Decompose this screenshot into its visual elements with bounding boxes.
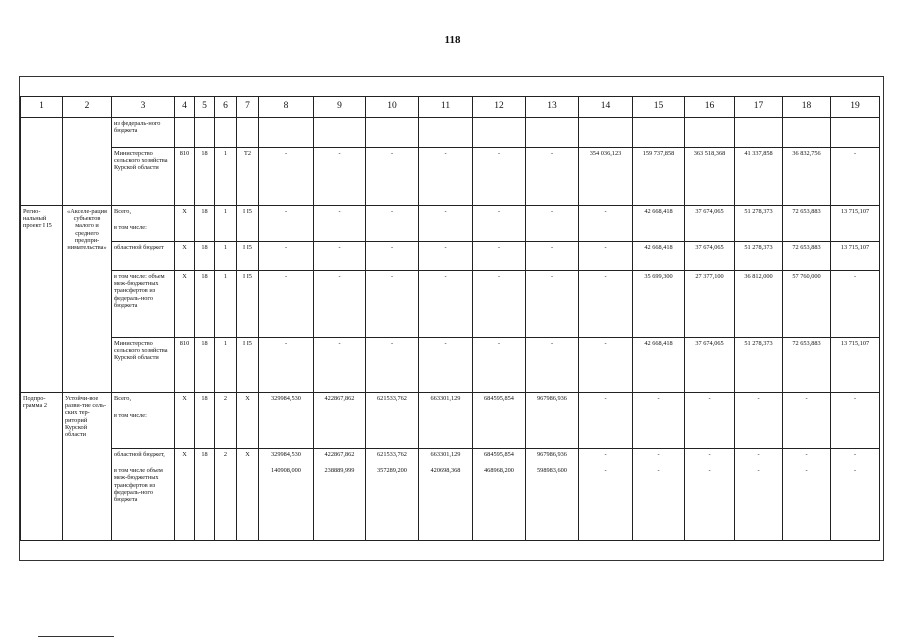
cell-value: 420698,368 bbox=[430, 467, 461, 475]
cell-code: X bbox=[237, 393, 259, 449]
cell-code: Т2 bbox=[237, 148, 259, 206]
cell-value: 72 653,883 bbox=[783, 338, 831, 393]
cell-value: 42 668,418 bbox=[633, 242, 685, 271]
cell-value: 684595,854 bbox=[484, 451, 514, 458]
cell-value-pair bbox=[419, 449, 473, 541]
empty-cell bbox=[783, 118, 831, 148]
empty-cell bbox=[237, 118, 259, 148]
cell-value: - bbox=[259, 271, 314, 338]
cell-value-pair bbox=[831, 449, 880, 541]
cell-value: 663301,129 bbox=[430, 451, 461, 458]
cell-value: - bbox=[805, 451, 808, 458]
cell-value-pair bbox=[735, 449, 783, 541]
cell-value: - bbox=[579, 206, 633, 242]
cell-value: 363 518,368 bbox=[685, 148, 735, 206]
cell-value: - bbox=[853, 467, 857, 475]
cell-value-pair bbox=[314, 449, 366, 541]
cell-code: X bbox=[175, 242, 195, 271]
cell-value: 13 715,107 bbox=[831, 338, 880, 393]
cell-value: - bbox=[757, 467, 760, 475]
cell-value: 41 337,858 bbox=[735, 148, 783, 206]
table-row bbox=[21, 393, 880, 449]
cell-description: Министерство сельского хозяйства Курской области bbox=[112, 148, 175, 206]
cell-subtext: в том числе: bbox=[114, 412, 147, 420]
cell-code: 18 bbox=[195, 206, 215, 242]
page-number: 118 bbox=[444, 34, 461, 46]
cell-value: 37 674,065 bbox=[685, 206, 735, 242]
cell-value: - bbox=[366, 242, 419, 271]
empty-cell bbox=[259, 118, 314, 148]
cell-value: 36 812,000 bbox=[735, 271, 783, 338]
cell-value: - bbox=[473, 338, 526, 393]
col-header: 19 bbox=[831, 97, 880, 118]
cell-value: - bbox=[657, 451, 660, 458]
cell-value: 422867,862 bbox=[324, 451, 355, 458]
col-header: 10 bbox=[366, 97, 419, 118]
empty-cell bbox=[366, 118, 419, 148]
cell-value: 57 760,000 bbox=[783, 271, 831, 338]
cell-value: 598983,600 bbox=[537, 467, 567, 475]
table-row bbox=[21, 338, 880, 393]
empty-cell bbox=[473, 118, 526, 148]
col-header: 16 bbox=[685, 97, 735, 118]
cell-value: - bbox=[708, 451, 711, 458]
cell-value: - bbox=[579, 393, 633, 449]
col-header: 15 bbox=[633, 97, 685, 118]
subprogram-name-cell: Подпро-грамма 2 bbox=[21, 393, 63, 541]
cell-code: 2 bbox=[215, 393, 237, 449]
table-row bbox=[21, 449, 880, 541]
cell-description: из федераль-ного бюджета bbox=[112, 118, 175, 148]
cell-value: - bbox=[419, 338, 473, 393]
cell-value: - bbox=[708, 467, 711, 475]
cell-value: 42 668,418 bbox=[633, 206, 685, 242]
cell-value: 51 278,373 bbox=[735, 206, 783, 242]
empty-cell bbox=[215, 118, 237, 148]
cell-value: - bbox=[735, 393, 783, 449]
empty-cell bbox=[63, 118, 112, 206]
col-header: 17 bbox=[735, 97, 783, 118]
col-header: 1 bbox=[21, 97, 63, 118]
cell-value: - bbox=[259, 242, 314, 271]
cell-code: 18 bbox=[195, 271, 215, 338]
cell-value: - bbox=[473, 271, 526, 338]
cell-code: 18 bbox=[195, 242, 215, 271]
cell-value: 238889,999 bbox=[324, 467, 355, 475]
cell-value: - bbox=[259, 206, 314, 242]
cell-value: - bbox=[419, 242, 473, 271]
cell-value: - bbox=[366, 271, 419, 338]
table-row bbox=[21, 242, 880, 271]
cell-value: - bbox=[783, 393, 831, 449]
col-header: 14 bbox=[579, 97, 633, 118]
subprogram-title-cell: Устойчи-вое разви-тие сель-ских тер-риторий Курской области bbox=[63, 393, 112, 541]
cell-description bbox=[112, 393, 175, 449]
cell-value: - bbox=[419, 271, 473, 338]
cell-value: - bbox=[831, 271, 880, 338]
cell-value: - bbox=[757, 451, 760, 458]
cell-value: 72 653,883 bbox=[783, 206, 831, 242]
project-name-cell: Регио-нальный проект I I5 bbox=[21, 206, 63, 393]
cell-value: - bbox=[526, 338, 579, 393]
col-header: 2 bbox=[63, 97, 112, 118]
col-header: 5 bbox=[195, 97, 215, 118]
cell-code: 18 bbox=[195, 148, 215, 206]
cell-value: 13 715,107 bbox=[831, 242, 880, 271]
cell-value: - bbox=[314, 271, 366, 338]
column-number-row bbox=[21, 97, 880, 118]
empty-cell bbox=[831, 118, 880, 148]
empty-cell bbox=[195, 118, 215, 148]
project-title-cell: «Акселе-рация субъектов малого и среднего предпри-нимательства» bbox=[63, 206, 112, 393]
cell-code: X bbox=[175, 393, 195, 449]
empty-cell bbox=[526, 118, 579, 148]
cell-code: I I5 bbox=[237, 338, 259, 393]
cell-code: 1 bbox=[215, 206, 237, 242]
cell-value: 27 377,100 bbox=[685, 271, 735, 338]
cell-value-pair bbox=[473, 449, 526, 541]
empty-cell bbox=[633, 118, 685, 148]
cell-value: 621533,762 bbox=[366, 393, 419, 449]
cell-value: - bbox=[366, 148, 419, 206]
cell-value: 967986,936 bbox=[537, 451, 567, 458]
cell-value: - bbox=[473, 242, 526, 271]
col-header: 18 bbox=[783, 97, 831, 118]
col-header: 11 bbox=[419, 97, 473, 118]
cell-value: - bbox=[633, 393, 685, 449]
col-header: 12 bbox=[473, 97, 526, 118]
cell-value: - bbox=[604, 451, 607, 458]
empty-cell bbox=[419, 118, 473, 148]
cell-text: Всего, bbox=[114, 395, 132, 402]
cell-value: - bbox=[579, 271, 633, 338]
cell-code: 18 bbox=[195, 449, 215, 541]
cell-value: - bbox=[579, 242, 633, 271]
cell-value: - bbox=[259, 338, 314, 393]
cell-value: - bbox=[831, 148, 880, 206]
cell-value: - bbox=[805, 467, 808, 475]
cell-value: - bbox=[259, 148, 314, 206]
cell-code: 18 bbox=[195, 338, 215, 393]
cell-value: - bbox=[473, 206, 526, 242]
cell-value: 329984,530 bbox=[259, 393, 314, 449]
cell-subtext: в том числе объем меж-бюджетных трансфертов из федераль-ного бюджета bbox=[114, 467, 163, 504]
cell-code: 1 bbox=[215, 242, 237, 271]
cell-value: - bbox=[853, 451, 857, 458]
cell-value: - bbox=[314, 242, 366, 271]
cell-text: Всего, bbox=[114, 208, 132, 215]
cell-value: 72 653,883 bbox=[783, 242, 831, 271]
col-header: 6 bbox=[215, 97, 237, 118]
cell-code: 810 bbox=[175, 338, 195, 393]
budget-table bbox=[20, 96, 880, 541]
cell-value: 51 278,373 bbox=[735, 338, 783, 393]
cell-description bbox=[112, 449, 175, 541]
cell-value: - bbox=[579, 338, 633, 393]
cell-value: 621533,762 bbox=[377, 451, 407, 458]
cell-value: - bbox=[526, 271, 579, 338]
table-row bbox=[21, 148, 880, 206]
empty-cell bbox=[685, 118, 735, 148]
cell-value: - bbox=[314, 148, 366, 206]
cell-description: областной бюджет bbox=[112, 242, 175, 271]
cell-value: 357289,200 bbox=[377, 467, 407, 475]
cell-value: 354 036,123 bbox=[579, 148, 633, 206]
empty-cell bbox=[21, 118, 63, 206]
cell-code: 810 bbox=[175, 148, 195, 206]
cell-code: I I5 bbox=[237, 271, 259, 338]
cell-value: 140908,000 bbox=[271, 467, 301, 475]
footnote-divider bbox=[38, 636, 114, 637]
cell-value: - bbox=[314, 338, 366, 393]
cell-value: 422867,862 bbox=[314, 393, 366, 449]
cell-value-pair bbox=[259, 449, 314, 541]
cell-code: X bbox=[175, 206, 195, 242]
cell-code: 1 bbox=[215, 271, 237, 338]
cell-code: 18 bbox=[195, 393, 215, 449]
cell-value: - bbox=[473, 148, 526, 206]
cell-code: X bbox=[175, 271, 195, 338]
cell-value: 37 674,065 bbox=[685, 338, 735, 393]
cell-value: 663301,129 bbox=[419, 393, 473, 449]
cell-value-pair bbox=[579, 449, 633, 541]
cell-value-pair bbox=[366, 449, 419, 541]
cell-value: - bbox=[526, 242, 579, 271]
cell-code: I I5 bbox=[237, 242, 259, 271]
empty-cell bbox=[314, 118, 366, 148]
cell-value: - bbox=[419, 148, 473, 206]
cell-code: 1 bbox=[215, 148, 237, 206]
cell-value: - bbox=[419, 206, 473, 242]
cell-value: 13 715,107 bbox=[831, 206, 880, 242]
cell-value: 35 699,300 bbox=[633, 271, 685, 338]
cell-value-pair bbox=[783, 449, 831, 541]
col-header: 7 bbox=[237, 97, 259, 118]
cell-value: - bbox=[526, 206, 579, 242]
cell-text: областной бюджет, bbox=[114, 451, 165, 458]
table-row bbox=[21, 206, 880, 242]
empty-cell bbox=[579, 118, 633, 148]
empty-cell bbox=[735, 118, 783, 148]
cell-value: 36 832,756 bbox=[783, 148, 831, 206]
cell-description: в том числе: объем меж-бюджетных трансфертов из федераль-ного бюджета bbox=[112, 271, 175, 338]
cell-value-pair bbox=[526, 449, 579, 541]
cell-value: - bbox=[314, 206, 366, 242]
cell-value: - bbox=[526, 148, 579, 206]
cell-value: - bbox=[831, 393, 880, 449]
cell-value: - bbox=[604, 467, 607, 475]
cell-value: 37 674,065 bbox=[685, 242, 735, 271]
table-row bbox=[21, 118, 880, 148]
cell-code: I I5 bbox=[237, 206, 259, 242]
cell-value: 329984,530 bbox=[271, 451, 301, 458]
cell-value: - bbox=[366, 338, 419, 393]
cell-value: - bbox=[685, 393, 735, 449]
cell-value: 42 668,418 bbox=[633, 338, 685, 393]
cell-description: Министерство сельского хозяйства Курской области bbox=[112, 338, 175, 393]
cell-value-pair bbox=[633, 449, 685, 541]
cell-code: 1 bbox=[215, 338, 237, 393]
col-header: 4 bbox=[175, 97, 195, 118]
cell-code: X bbox=[175, 449, 195, 541]
cell-subtext: в том числе: bbox=[114, 224, 147, 232]
cell-value: 159 737,858 bbox=[633, 148, 685, 206]
col-header: 13 bbox=[526, 97, 579, 118]
cell-description bbox=[112, 206, 175, 242]
cell-code: X bbox=[237, 449, 259, 541]
col-header: 3 bbox=[112, 97, 175, 118]
col-header: 9 bbox=[314, 97, 366, 118]
col-header: 8 bbox=[259, 97, 314, 118]
cell-value: - bbox=[657, 467, 660, 475]
cell-value-pair bbox=[685, 449, 735, 541]
cell-value: - bbox=[366, 206, 419, 242]
cell-value: 967986,936 bbox=[526, 393, 579, 449]
cell-value: 684595,854 bbox=[473, 393, 526, 449]
cell-code: 2 bbox=[215, 449, 237, 541]
empty-cell bbox=[175, 118, 195, 148]
cell-value: 468968,200 bbox=[484, 467, 514, 475]
table-row bbox=[21, 271, 880, 338]
cell-value: 51 278,373 bbox=[735, 242, 783, 271]
